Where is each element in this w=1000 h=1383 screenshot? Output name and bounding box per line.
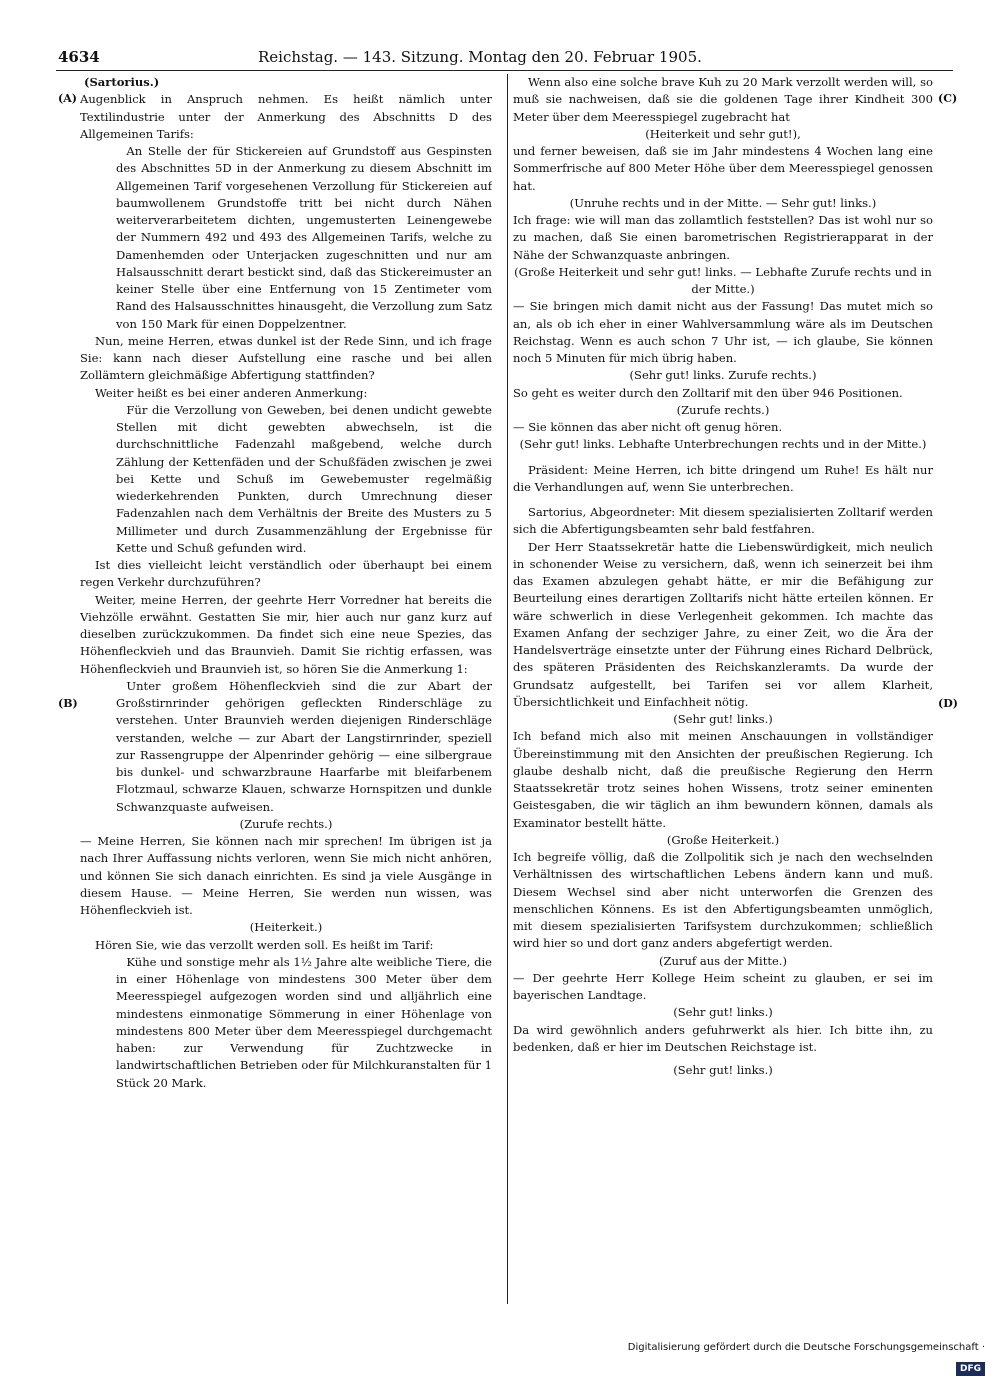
paragraph: Da wird gewöhnlich anders gefuhrwerkt als hier. Ich bitte ihn, zu bedenken, daß er hier im Deutschen Reichstage ist. bbox=[513, 1022, 933, 1054]
interjection: (Heiterkeit und sehr gut!), bbox=[645, 126, 801, 141]
interjection: (Sehr gut! links. Lebhafte Unterbrechungen rechts und in der Mitte.) bbox=[519, 437, 927, 452]
paragraph: Ich befand mich also mit meinen Anschauungen in vollständiger Übereinstimmung mit den Ansichten der preußischen Regierung. Ich glaube deshalb nicht, daß die preußische Regierung den Herrn Staatssekretär trotz seines hohen Wissens, trotz seiner eminenten Geistesgaben, die wir täglich an ihm bewundern können, damals als Examinator bestellt hätte. bbox=[513, 729, 933, 830]
interjection: (Sehr gut! links.) bbox=[673, 1005, 773, 1020]
interjection: (Sehr gut! links.) bbox=[673, 1063, 773, 1077]
page-number: 4634 bbox=[58, 48, 100, 66]
margin-marker-a: (A) bbox=[58, 92, 77, 105]
footer-text: Digitalisierung gefördert durch die Deutsche Forschungsgemeinschaft · bbox=[627, 1342, 985, 1353]
paragraph: Der Herr Staatssekretär hatte die Liebenswürdigkeit, mich neulich in schonender Weise zu versichern, daß, wenn ich seinerzeit bei ihm das Examen abzulegen gehabt hätte, er mir die Befähigung zur Beurteilung eines derartigen Zolltarifs nicht hätte erteilen können. Er wäre schwerlich in diese Verlegenheit gekommen. Ich machte das Examen Anfang der sechziger Jahre, zu einer Zeit, wo die Ära der Handelsverträge einsetzte unter der Führung eines Richard Delbrück, des späteren Präsidenten des Reichskanzleramts. Da wurde der Grundsatz aufgestellt, bei Tarifen sei vor allem Klarheit, Übersichtlichkeit und Einfachheit nötig. bbox=[513, 539, 933, 709]
tariff-quote: Kühe und sonstige mehr als 1½ Jahre alte weibliche Tiere, die in einer Höhenlage von mindestens 300 Meter über dem Meeresspiegel aufgezogen worden sind und alljährlich eine mindestens einmonatige Sömmerung in einer Höhenlage von mindestens 800 Meter über dem Meeresspiegel durchgemacht haben: zur Verwendung für Zuchtzwecke in landwirtschaftlichen Betrieben oder für Milchkuranstalten für 1 Stück 20 Mark. bbox=[116, 954, 492, 1090]
interjection: (Große Heiterkeit und sehr gut! links. — Lebhafte Zurufe rechts und in der Mitte.) bbox=[514, 264, 932, 296]
tariff-quote: An Stelle der für Stickereien auf Grundstoff aus Gespinsten des Abschnittes 5D in der Anmerkung zu diesem Abschnitt im Allgemeinen Tarif vorgesehenen Verzollung für Stickereien auf baumwollenem Grundstoffe tritt bei nicht durch Nähen weiterverarbeitetem dichten, ungemusterten Leinengewebe der Nummern 492 und 493 des Allgemeinen Tarifs, welche zu Damenhemden oder Unterjacken zugeschnitten und nur am Halsausschnitt derart bestickt sind, daß das Stickereimuster an keiner Stelle über eine Entfernung von 15 Zentimeter vom Rand des Halsausschnittes hinausgeht, die Verzollung zum Satz von 150 Mark für einen Doppelzentner. bbox=[116, 144, 492, 331]
margin-marker-c: (C) bbox=[938, 92, 958, 105]
interjection: (Sehr gut! links.) bbox=[673, 712, 773, 726]
interjection: (Zuruf aus der Mitte.) bbox=[658, 953, 787, 968]
speaker-statement: Sartorius, Abgeordneter: Mit diesem spezialisierten Zolltarif werden sich die Abfertigungsbeamten sehr bald festfahren. bbox=[513, 505, 933, 537]
interjection: (Zurufe rechts.) bbox=[239, 816, 333, 831]
left-column bbox=[80, 74, 492, 1309]
paragraph: Ich frage: wie will man das zollamtlich feststellen? Das ist wohl nur so zu machen, daß Sie einen barometrischen Registrierapparat in der Nähe der Schwanzquaste anbringen. bbox=[513, 213, 933, 262]
paragraph: Wenn also eine solche brave Kuh zu 20 Mark verzollt werden will, so muß sie nachweisen, daß sie die goldenen Tage ihrer Kindheit 300 Meter über dem Meeresspiegel zugebracht hat bbox=[513, 75, 933, 124]
interjection: (Zurufe rechts.) bbox=[676, 402, 770, 417]
paragraph: — Sie können das aber nicht oft genug hören. bbox=[513, 420, 783, 434]
interjection: (Große Heiterkeit.) bbox=[666, 832, 780, 847]
header-rule bbox=[56, 70, 953, 71]
paragraph: — Der geehrte Herr Kollege Heim scheint zu glauben, er sei im bayerischen Landtage. bbox=[513, 970, 933, 1002]
paragraph: Ich begreife völlig, daß die Zollpolitik sich je nach den wechselnden Verhältnissen des wirtschaftlichen Lebens ändern kann und muß. Diesem Wechsel sind aber nicht unterworfen die Grenzen des menschlichen Könnens. Es ist den Abfertigungsbeamten unmöglich, mit diesem spezialisierten Tarifsystem durchzukommen; schließlich wird hier so und dort ganz anders abgefertigt werden. bbox=[513, 850, 933, 951]
margin-marker-d: (D) bbox=[938, 697, 958, 710]
column-rule bbox=[507, 74, 508, 1304]
dfg-logo: DFG bbox=[956, 1362, 985, 1376]
speaker-label: (Sartorius.) bbox=[84, 75, 160, 89]
interjection: (Heiterkeit.) bbox=[249, 920, 323, 935]
paragraph: und ferner beweisen, daß sie im Jahr mindestens 4 Wochen lang eine Sommerfrische auf 800 Meter Höhe über dem Meeresspiegel genossen hat. bbox=[513, 144, 933, 193]
paragraph: Augenblick in Anspruch nehmen. Es heißt nämlich unter Textilindustrie unter der Anmerkung des Abschnitts D des Allgemeinen Tarifs: bbox=[80, 92, 492, 141]
paragraph: — Meine Herren, Sie können nach mir sprechen! Im übrigen ist ja nach Ihrer Auffassung nichts verloren, wenn Sie mich nicht anhören, und können Sie sich danach einrichten. Es sind ja viele Ausgänge in diesem Hause. — Meine Herren, Sie werden nun wissen, was Höhenfleckvieh ist. bbox=[80, 834, 492, 917]
interjection: (Unruhe rechts und in der Mitte. — Sehr gut! links.) bbox=[569, 195, 877, 210]
paragraph: Hören Sie, wie das verzollt werden soll. Es heißt im Tarif: bbox=[95, 937, 434, 952]
margin-marker-b: (B) bbox=[58, 697, 78, 710]
tariff-quote: Für die Verzollung von Geweben, bei denen undicht gewebte Stellen mit dicht gewebten abwechseln, ist die durchschnittliche Fadenzahl maßgebend, welche durch Zählung der Kettenfäden und der Schußfäden zwischen je zwei bei Kette und Schuß im Gewebemuster regelmäßig wiederkehrenden Punkten, durch Umrechnung dieser Fadenzahlen nach dem Verhältnis der Breite des Musters zu 5 Millimeter und durch Zusammenzählung der Ergebnisse für Kette und Schuß gefunden wird. bbox=[116, 402, 492, 555]
paragraph: So geht es weiter durch den Zolltarif mit den über 946 Positionen. bbox=[513, 385, 903, 400]
paragraph: Weiter, meine Herren, der geehrte Herr Vorredner hat bereits die Viehzölle erwähnt. Gestatten Sie mir, hier auch nur ganz kurz auf dieselben zurückzukommen. Da findet sich eine neue Spezies, das Höhenfleckvieh und das Braunvieh. Damit Sie richtig erfassen, was Höhenfleckvieh und Braunvieh ist, so hören Sie die Anmerkung 1: bbox=[80, 592, 492, 676]
paragraph: Nun, meine Herren, etwas dunkel ist der Rede Sinn, und ich frage Sie: kann nach dieser Aufstellung eine rasche und bei allen Zollämtern gleichmäßige Abfertigung stattfinden? bbox=[80, 333, 492, 383]
page-header bbox=[58, 44, 953, 70]
president-statement: Präsident: Meine Herren, ich bitte dringend um Ruhe! Es hält nur die Verhandlungen auf, wenn Sie unterbrechen. bbox=[513, 462, 933, 494]
interjection: (Sehr gut! links. Zurufe rechts.) bbox=[629, 368, 817, 383]
footer-credit bbox=[600, 1337, 985, 1374]
paragraph: Ist dies vielleicht leicht verständlich oder überhaupt bei einem regen Verkehr durchzuführen? bbox=[80, 558, 492, 590]
paragraph: Weiter heißt es bei einer anderen Anmerkung: bbox=[95, 385, 368, 400]
tariff-quote: Unter großem Höhenfleckvieh sind die zur Abart der Großstirnrinder gehörigen gefleckten Rinderschläge zu verstehen. Unter Braunvieh werden diejenigen Rinderschläge verstanden, welche — zur Abart der Langstirnrinder, speziell zur Rassengruppe der Alpenrinder gehörig — eine silbergraue bis dunkel- und schwarzbraune Haarfarbe mit bleifarbenem Flotzmaul, schwarze Klauen, schwarze Hornspitzen und dunkle Schwanzquaste aufweisen. bbox=[116, 678, 492, 814]
right-column bbox=[513, 74, 933, 1309]
running-title: Reichstag. — 143. Sitzung. Montag den 20. Februar 1905. bbox=[258, 48, 702, 66]
paragraph: — Sie bringen mich damit nicht aus der Fassung! Das mutet mich so an, als ob ich eher in einer Wahlversammlung wäre als im Deutschen Reichstag. Wenn es auch schon 7 Uhr ist, — ich glaube, Sie können noch 5 Minuten für mich übrig haben. bbox=[513, 299, 933, 365]
